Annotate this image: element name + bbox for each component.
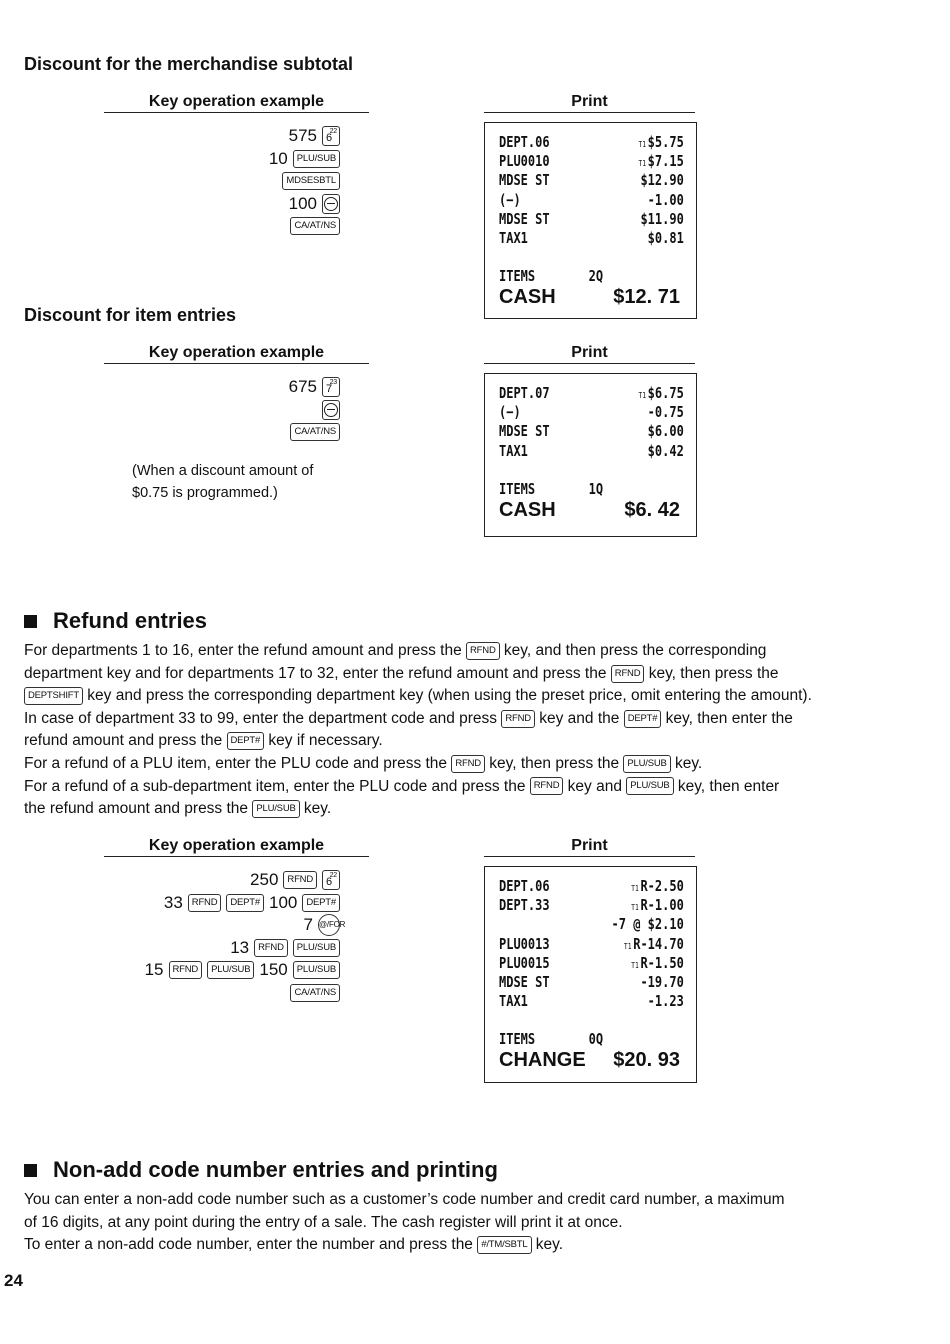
department-key-number: 6 xyxy=(326,876,332,888)
heading-discount-items: Discount for item entries xyxy=(24,305,237,325)
rfnd-key: RFND xyxy=(188,894,222,912)
receipt-total-line xyxy=(499,1049,680,1073)
discount-note-line: (When a discount amount of xyxy=(132,463,314,479)
receipt-item-amount: $0.81 xyxy=(647,229,684,247)
receipt-item-label: MDSE ST xyxy=(499,973,550,991)
entered-number: 10 xyxy=(268,148,288,168)
discount-note xyxy=(132,460,313,504)
rfnd-key: RFND xyxy=(466,642,500,660)
plu-sub-key: PLU/SUB xyxy=(207,961,254,979)
receipt-item-amount: -7 @ $2.10 xyxy=(611,915,684,934)
tax-status-mark: T1 xyxy=(638,159,647,169)
key-line xyxy=(250,869,340,891)
ca-at-ns-key: CA/AT/NS xyxy=(290,423,340,441)
refund-line: the refund amount and press the PLU/SUB key. xyxy=(24,800,332,818)
receipt-items-line xyxy=(499,1030,644,1049)
dept-key: DEPT# xyxy=(302,894,340,912)
key-line xyxy=(230,937,340,959)
tm-sbtl-key: #/TM/SBTL xyxy=(477,1236,531,1254)
rfnd-key: RFND xyxy=(501,710,535,728)
total-label: CASH xyxy=(499,286,556,309)
key-line xyxy=(164,892,340,914)
receipt-items-line xyxy=(499,267,644,286)
entered-number: 100 xyxy=(269,892,298,912)
receipt-item-amount: -0.75 xyxy=(647,403,684,422)
items-count: 0Q xyxy=(588,1030,604,1049)
plu-sub-key: PLU/SUB xyxy=(293,150,340,168)
tax-status-mark: T1 xyxy=(638,140,647,149)
ca-at-ns-key: CA/AT/NS xyxy=(290,984,340,1002)
key-operation-header: Key operation example xyxy=(104,344,369,364)
plu-sub-key: PLU/SUB xyxy=(293,939,340,957)
total-amount: $20. 93 xyxy=(613,1049,680,1072)
receipt-line xyxy=(499,953,684,973)
rfnd-key: RFND xyxy=(283,871,317,889)
tax-status-mark: T1 xyxy=(631,903,639,913)
items-count: 2Q xyxy=(588,267,604,286)
receipt-line xyxy=(499,152,684,171)
key-sequence-subtotal xyxy=(104,125,340,245)
key-operation-header: Key operation example xyxy=(104,93,369,113)
dept-key: DEPT# xyxy=(227,732,265,750)
dept-key: DEPT# xyxy=(624,710,662,728)
receipt-total-line xyxy=(499,286,680,310)
receipt-line xyxy=(499,133,684,152)
receipt-item-amount: T1 R-2.50 xyxy=(631,877,684,895)
key-line xyxy=(289,376,340,398)
page-number: 24 xyxy=(4,1271,23,1290)
total-amount: $6. 42 xyxy=(624,498,680,521)
receipt-item-label: DEPT.06 xyxy=(499,133,550,151)
discount-note-line: $0.75 is programmed.) xyxy=(132,485,278,501)
receipt-item-label: DEPT.06 xyxy=(499,877,550,895)
rfnd-key: RFND xyxy=(254,939,288,957)
entered-number: 250 xyxy=(250,870,279,889)
receipt-line xyxy=(499,973,684,992)
tax-status-mark: T1 xyxy=(638,391,647,400)
key-line xyxy=(145,959,340,981)
receipt-line xyxy=(499,915,684,934)
department-key-sub-number: 22 xyxy=(329,128,337,135)
receipt-item-amount: T1 R-1.00 xyxy=(631,896,684,915)
receipt-item-label: (−) xyxy=(499,403,521,422)
total-label: CASH xyxy=(499,498,556,521)
key-sequence-refund xyxy=(104,869,346,1009)
minus-key xyxy=(322,194,340,214)
receipt-line xyxy=(499,209,684,229)
receipt-refund xyxy=(484,866,697,1083)
key-operation-header: Key operation example xyxy=(104,837,369,857)
receipt-line xyxy=(499,441,684,461)
receipt-item-amount: $6.00 xyxy=(647,422,684,441)
minus-icon xyxy=(324,403,338,417)
print-header: Print xyxy=(484,344,695,364)
print-header: Print xyxy=(484,93,695,113)
entered-number: 575 xyxy=(288,126,317,145)
department-key-number: 7 xyxy=(326,383,332,395)
key-line xyxy=(290,982,340,1004)
key-line xyxy=(290,215,340,237)
plu-sub-key: PLU/SUB xyxy=(252,800,299,818)
receipt-item-amount: -1.00 xyxy=(647,190,684,209)
receipt-items-line xyxy=(499,480,644,499)
receipt-total-line xyxy=(499,499,680,523)
entered-number: 33 xyxy=(163,892,183,912)
section-title-refund xyxy=(24,608,207,634)
deptshift-key: DEPTSHIFT xyxy=(24,687,83,705)
receipt-item-label: DEPT.33 xyxy=(499,896,550,915)
receipt-item-label: PLU0015 xyxy=(499,953,550,972)
department-key xyxy=(322,126,340,146)
entered-number: 13 xyxy=(230,937,250,957)
department-key xyxy=(322,870,340,890)
rfnd-key: RFND xyxy=(451,755,485,773)
items-label: ITEMS xyxy=(499,1030,536,1049)
refund-line: For a refund of a sub-department item, enter the PLU code and press the RFND key and PLU/SUB key, then enter xyxy=(24,777,780,795)
receipt-item-label: TAX1 xyxy=(499,441,528,460)
key-line xyxy=(282,170,340,192)
nonadd-line-text: To enter a non-add code number, enter the number and press the xyxy=(24,1236,478,1254)
receipt-item-amount: $12.90 xyxy=(640,171,684,190)
receipt-item-label: MDSE ST xyxy=(499,422,550,441)
nonadd-title: Non-add code number entries and printing xyxy=(53,1157,498,1182)
department-key xyxy=(322,377,340,397)
refund-line: For a refund of a PLU item, enter the PLU code and press the RFND key, then press the PLU/SUB key. xyxy=(24,754,703,772)
receipt-line xyxy=(499,190,684,210)
department-key-number: 6 xyxy=(326,132,332,144)
total-label: CHANGE xyxy=(499,1049,586,1072)
receipt-line xyxy=(499,384,684,403)
print-header: Print xyxy=(484,837,695,857)
nonadd-paragraph xyxy=(24,1189,884,1257)
entered-number: 15 xyxy=(144,960,164,980)
receipt-item-amount: $11.90 xyxy=(640,209,684,228)
nonadd-line-text: key. xyxy=(531,1236,564,1254)
refund-title: Refund entries xyxy=(53,608,208,633)
refund-paragraph xyxy=(24,640,884,821)
refund-line: In case of department 33 to 99, enter the department code and press RFND key and the DEPT# key, then enter the xyxy=(24,709,793,727)
minus-icon xyxy=(324,197,338,211)
receipt-item-label: TAX1 xyxy=(499,992,528,1011)
refund-line: refund amount and press the DEPT# key if necessary. xyxy=(24,732,383,750)
key-line xyxy=(289,125,340,147)
receipt-item-discount xyxy=(484,373,697,537)
receipt-line xyxy=(499,992,684,1011)
receipt-item-label: PLU0013 xyxy=(499,934,550,953)
receipt-item-amount: -1.23 xyxy=(647,992,684,1011)
receipt-item-label: TAX1 xyxy=(499,229,528,247)
nonadd-line: of 16 digits, at any point during the entry of a sale. The cash register will print it at once. xyxy=(24,1213,623,1231)
receipt-line xyxy=(499,229,684,248)
key-line xyxy=(269,148,340,170)
receipt-item-label: DEPT.07 xyxy=(499,384,550,402)
plu-sub-key: PLU/SUB xyxy=(626,777,673,795)
entered-number: 100 xyxy=(288,193,317,213)
refund-line: DEPTSHIFT key and press the corresponding department key (when using the preset price, omit entering the amount). xyxy=(24,685,884,708)
tax-status-mark: T1 xyxy=(631,960,639,970)
bullet-square-icon xyxy=(24,615,37,628)
receipt-item-amount: $0.42 xyxy=(647,441,684,460)
mdsesbtl-key: MDSESBTL xyxy=(282,172,340,190)
total-amount: $12. 71 xyxy=(613,286,680,309)
entered-number: 7 xyxy=(303,915,313,935)
receipt-item-amount: T1 $7.15 xyxy=(638,152,684,171)
receipt-item-label: PLU0010 xyxy=(499,152,550,171)
dept-key: DEPT# xyxy=(226,894,264,912)
at-for-key: @/FOR xyxy=(318,914,340,936)
receipt-line xyxy=(499,422,684,441)
items-count: 1Q xyxy=(588,479,604,498)
ca-at-ns-key: CA/AT/NS xyxy=(290,217,340,235)
key-line xyxy=(322,399,340,421)
entered-number: 675 xyxy=(288,377,317,396)
rfnd-key: RFND xyxy=(611,665,645,683)
key-sequence-items xyxy=(104,376,340,448)
receipt-line xyxy=(499,877,684,896)
receipt-line xyxy=(499,171,684,190)
entered-number: 150 xyxy=(259,960,288,980)
plu-sub-key: PLU/SUB xyxy=(293,961,340,979)
receipt-item-amount: -19.70 xyxy=(640,973,684,991)
receipt-item-amount: T1 $6.75 xyxy=(638,384,684,402)
tax-status-mark: T1 xyxy=(631,884,639,893)
tax-status-mark: T1 xyxy=(623,941,632,951)
section-title-nonadd xyxy=(24,1157,498,1183)
key-line xyxy=(290,421,340,443)
receipt-line xyxy=(499,403,684,422)
items-label: ITEMS xyxy=(499,267,536,286)
plu-sub-key: PLU/SUB xyxy=(623,755,670,773)
department-key-sub-number: 23 xyxy=(329,379,337,386)
receipt-item-label: MDSE ST xyxy=(499,171,550,190)
receipt-item-label: (−) xyxy=(499,190,521,209)
rfnd-key: RFND xyxy=(530,777,564,795)
refund-line: department key and for departments 17 to 32, enter the refund amount and press the RFND key, then press the xyxy=(24,664,779,682)
receipt-item-amount: T1 R-14.70 xyxy=(623,934,684,953)
rfnd-key: RFND xyxy=(169,961,203,979)
heading-discount-subtotal: Discount for the merchandise subtotal xyxy=(24,54,354,74)
department-key-sub-number: 22 xyxy=(329,872,337,879)
minus-key xyxy=(322,400,340,420)
key-line xyxy=(303,914,346,936)
items-label: ITEMS xyxy=(499,479,536,498)
nonadd-line xyxy=(24,1234,884,1257)
key-line xyxy=(289,193,340,215)
receipt-item-amount: T1 $5.75 xyxy=(638,133,684,151)
receipt-item-label: MDSE ST xyxy=(499,209,550,228)
refund-line: For departments 1 to 16, enter the refund amount and press the RFND key, and then press the corresponding xyxy=(24,642,767,659)
receipt-line xyxy=(499,896,684,915)
receipt-item-amount: T1 R-1.50 xyxy=(631,953,684,972)
bullet-square-icon xyxy=(24,1164,37,1177)
nonadd-line: You can enter a non-add code number such as a customer’s code number and credit card number, a maximum xyxy=(24,1191,785,1208)
receipt-line xyxy=(499,934,684,954)
receipt-subtotal-discount xyxy=(484,122,697,319)
